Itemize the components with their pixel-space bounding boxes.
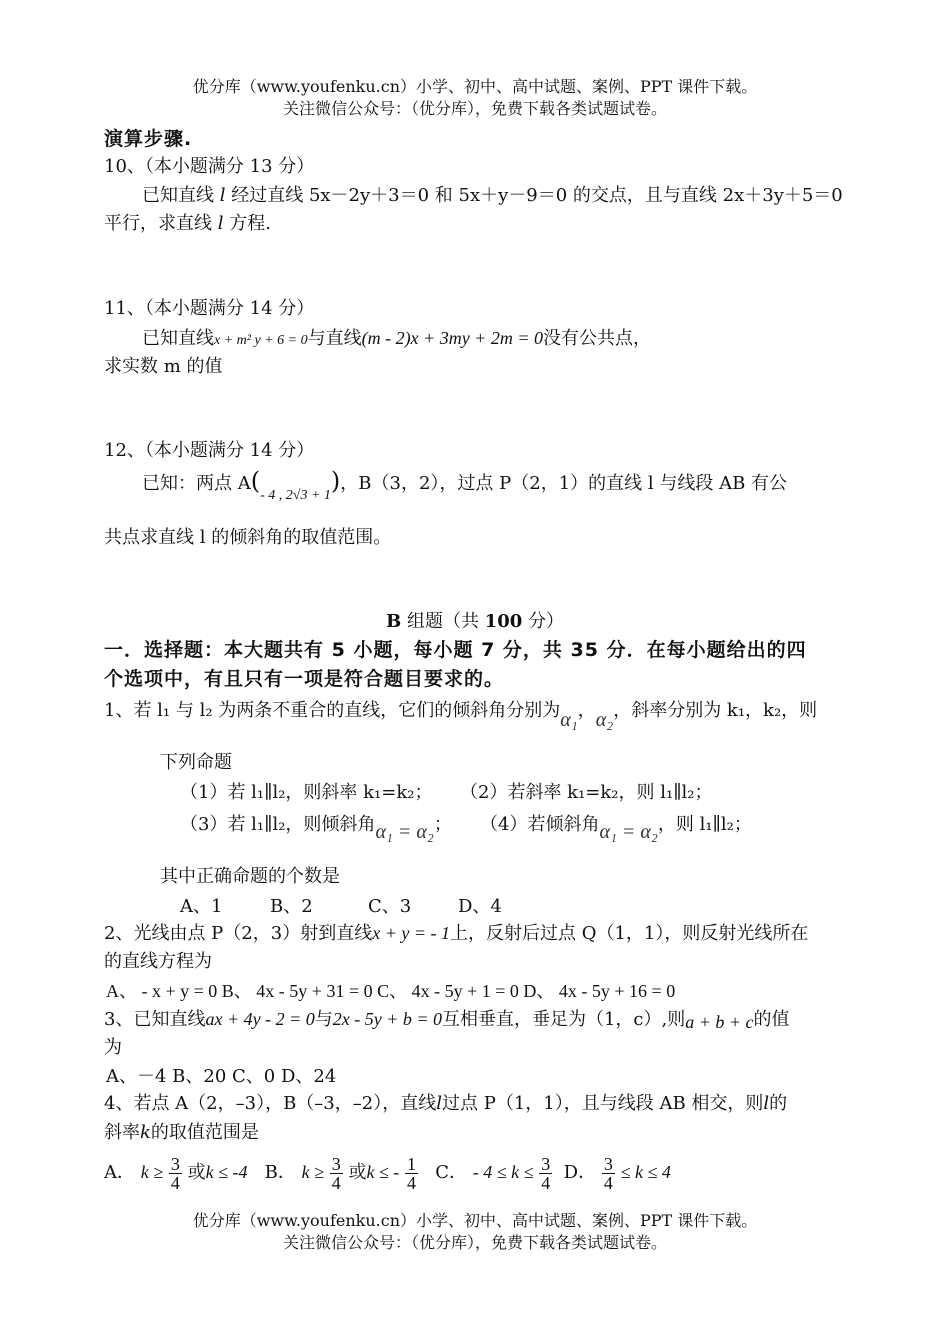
b4-text-2: 斜率k的取值范围是 — [104, 1122, 259, 1143]
q11-eq2: (m - 2)x + 3my + 2m = 0 — [361, 328, 543, 348]
b4-choices: A． k ≥ $\frac{3}{4}$ 或k ≤ -4 B． k ≥ $\frac{3}{4}$ 或k ≤ - $\frac{1}{4}$ C． - 4 ≤ k ≤ $\frac{3}{4}$ D． $\frac{3}{4}$ ≤ k ≤ 4 — [104, 1153, 671, 1193]
b1-opt-1: （1）若 l₁∥l₂，则斜率 k₁=k₂； — [180, 782, 433, 803]
frac-3-4-c: $\frac{3}{4}$ — [541, 1153, 551, 1193]
q11-text-2: 求实数 m 的值 — [104, 356, 223, 377]
q12-text-2: 共点求直线 l 的倾斜角的取值范围。 — [104, 527, 392, 548]
frac-3-4-d: $\frac{3}{4}$ — [603, 1153, 613, 1193]
b1-choice-b: B、2 — [270, 896, 313, 917]
b4-text-1: 4、若点 A（2，–3），B（–3，–2），直线l过点 P（1，1），且与线段 AB 相交，则l的 — [104, 1093, 788, 1114]
b1-opt-4: （4）若倾斜角α₁ = α₂，则 l₁∥l₂； — [480, 814, 752, 843]
header-line-2: 关注微信公众号：（优分库），免费下载各类试题试卷。 — [282, 99, 667, 118]
section-1-line-1: 一．选择题：本大题共有 5 小题，每小题 7 分，共 35 分．在每小题给出的四 — [104, 639, 807, 661]
footer-line-1: 优分库（www.youfenku.cn）小学、初中、高中试题、案例、PPT 课件下载。 — [192, 1211, 758, 1230]
b2-text-2: 的直线方程为 — [104, 951, 212, 972]
q10-text-2: 平行，求直线 l 方程. — [104, 213, 271, 234]
q10-title: 10、（本小题满分 13 分） — [104, 156, 315, 177]
q12-coord: - 4 , 2√3 + 1 — [260, 488, 331, 503]
b3-text-2: 为 — [104, 1037, 122, 1058]
b1-ask: 其中正确命题的个数是 — [160, 866, 340, 887]
q11-text-1: 已知直线x + m² y + 6 = 0与直线(m - 2)x + 3my + 2m = 0没有公共点， — [142, 328, 651, 349]
b2-choices: A、 - x + y = 0 B、 4x - 5y + 31 = 0 C、 4x - 5y + 1 = 0 D、 4x - 5y + 16 = 0 — [106, 981, 676, 1001]
q12-title: 12、（本小题满分 14 分） — [104, 440, 315, 461]
b1-opt-2: （2）若斜率 k₁=k₂，则 l₁∥l₂； — [460, 782, 713, 803]
b2-eq: x + y = - 1 — [372, 923, 450, 943]
b1-choice-c: C、3 — [368, 896, 412, 917]
b1-choice-d: D、4 — [458, 896, 502, 917]
frac-3-4-a: $\frac{3}{4}$ — [170, 1153, 180, 1193]
b1-opt-3: （3）若 l₁∥l₂，则倾斜角α₁ = α₂； — [180, 814, 452, 843]
group-b-title: B 组题（共 100 分） — [386, 611, 564, 632]
q11-eq1: x + m² y + 6 = 0 — [214, 333, 308, 348]
frac-1-4: $\frac{1}{4}$ — [407, 1153, 417, 1193]
b1-choice-a: A、1 — [180, 896, 223, 917]
b1-text-2: 下列命题 — [160, 752, 232, 773]
footer-line-2: 关注微信公众号：（优分库），免费下载各类试题试卷。 — [282, 1233, 667, 1252]
frac-3-4-b: $\frac{3}{4}$ — [331, 1153, 341, 1193]
header-line-1: 优分库（www.youfenku.cn）小学、初中、高中试题、案例、PPT 课件下载。 — [192, 77, 758, 96]
b2-text-1: 2、光线由点 P（2，3）射到直线x + y = - 1上，反射后过点 Q（1，1），则反射光线所在 — [104, 923, 809, 944]
q12-text-1: 已知：两点 $A(_{- 4 , 2√3 + 1})$，B（3，2），过点 P（2，1）的直线 l 与线段 AB 有公 — [142, 467, 788, 503]
b3-text-1: 3、已知直线ax + 4y - 2 = 0与2x - 5y + b = 0互相垂直，垂足为（1，c）,则a + b + c的值 — [104, 1009, 790, 1032]
intro-text: 演算步骤. — [104, 128, 193, 150]
section-1-line-2: 个选项中，有且只有一项是符合题目要求的。 — [104, 668, 505, 690]
b1-text-1: 1、若 l₁ 与 l₂ 为两条不重合的直线，它们的倾斜角分别为α₁，α₂，斜率分别为 k₁，k₂，则 — [104, 700, 818, 731]
q11-title: 11、（本小题满分 14 分） — [104, 298, 315, 319]
q10-text-1: 已知直线 l 经过直线 5x－2y＋3＝0 和 5x＋y－9＝0 的交点，且与直线 2x＋3y＋5＝0 — [142, 185, 843, 206]
b3-choices: A、－4 B、20 C、0 D、24 — [106, 1066, 337, 1087]
